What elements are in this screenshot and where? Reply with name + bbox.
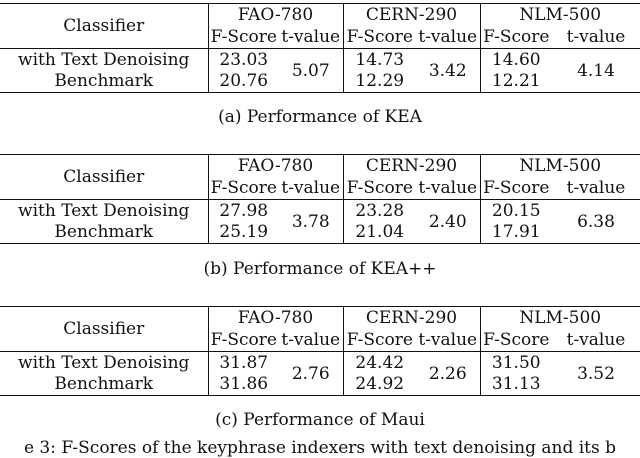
row-label: Benchmark bbox=[0, 71, 208, 93]
table-caption: (a) Performance of KEA bbox=[218, 107, 422, 127]
fscore-cell: 20.76 bbox=[219, 71, 269, 92]
dataset-header-fao: FAO-780 bbox=[208, 4, 343, 26]
row-label: with Text Denoising bbox=[0, 200, 208, 222]
fscore-cell: 27.98 bbox=[219, 200, 269, 221]
tvalue-header: t-value bbox=[279, 177, 343, 200]
table-caption: (b) Performance of KEA++ bbox=[203, 259, 437, 279]
fscore-header: F-Score bbox=[483, 329, 550, 350]
tvalue-header: t-value bbox=[416, 26, 480, 49]
dataset-header-nlm: NLM-500 bbox=[519, 307, 602, 328]
dataset-header-cern: CERN-290 bbox=[343, 4, 480, 26]
dataset-header-nlm: NLM-500 bbox=[519, 4, 602, 25]
classifier-header: Classifier bbox=[0, 4, 208, 49]
tvalue-cell: 4.14 bbox=[577, 60, 615, 81]
tvalue-cell: 2.40 bbox=[416, 200, 480, 244]
fscore-header: F-Score bbox=[483, 26, 550, 47]
tvalue-header: t-value bbox=[279, 329, 343, 352]
dataset-header-fao: FAO-780 bbox=[208, 155, 343, 177]
dataset-header-cern: CERN-290 bbox=[343, 155, 480, 177]
tvalue-cell: 5.07 bbox=[279, 49, 343, 93]
fscore-cell: 21.04 bbox=[355, 222, 405, 243]
table-kea-plus bbox=[0, 154, 640, 244]
row-label: with Text Denoising bbox=[0, 49, 208, 71]
fscore-header: F-Score bbox=[346, 329, 413, 350]
tvalue-header: t-value bbox=[279, 26, 343, 49]
fscore-cell: 31.87 bbox=[219, 352, 269, 373]
row-label: Benchmark bbox=[0, 374, 208, 396]
fscore-cell: 31.50 bbox=[491, 352, 541, 373]
fscore-cell: 31.86 bbox=[219, 374, 269, 395]
tvalue-cell: 2.26 bbox=[416, 352, 480, 396]
tvalue-header: t-value bbox=[416, 329, 480, 352]
tvalue-header: t-value bbox=[416, 177, 480, 200]
fscore-cell: 12.21 bbox=[491, 71, 541, 92]
table-maui bbox=[0, 306, 640, 396]
fscore-cell: 17.91 bbox=[491, 222, 541, 243]
tvalue-cell: 2.76 bbox=[279, 352, 343, 396]
fscore-cell: 23.03 bbox=[219, 49, 269, 70]
fscore-cell: 14.73 bbox=[355, 49, 405, 70]
fscore-header: F-Score bbox=[210, 329, 277, 350]
tvalue-cell: 3.42 bbox=[416, 49, 480, 93]
fscore-header: F-Score bbox=[346, 26, 413, 47]
row-label: with Text Denoising bbox=[0, 352, 208, 374]
classifier-header: Classifier bbox=[0, 307, 208, 352]
dataset-header-fao: FAO-780 bbox=[208, 307, 343, 329]
fscore-cell: 20.15 bbox=[491, 200, 541, 221]
tvalue-cell: 6.38 bbox=[577, 211, 615, 232]
figure-caption: e 3: F-Scores of the keyphrase indexers with text denoising and its b bbox=[23, 438, 617, 458]
fscore-header: F-Score bbox=[210, 177, 277, 198]
tvalue-header: t-value bbox=[566, 329, 626, 350]
fscore-cell: 24.42 bbox=[355, 352, 405, 373]
fscore-header: F-Score bbox=[346, 177, 413, 198]
fscore-cell: 12.29 bbox=[355, 71, 405, 92]
table-caption: (c) Performance of Maui bbox=[215, 410, 425, 430]
row-label: Benchmark bbox=[0, 222, 208, 244]
tvalue-header: t-value bbox=[566, 177, 626, 198]
dataset-header-nlm: NLM-500 bbox=[519, 155, 602, 176]
dataset-header-cern: CERN-290 bbox=[343, 307, 480, 329]
fscore-header: F-Score bbox=[483, 177, 550, 198]
fscore-cell: 24.92 bbox=[355, 374, 405, 395]
fscore-cell: 31.13 bbox=[491, 374, 541, 395]
fscore-cell: 25.19 bbox=[219, 222, 269, 243]
table-kea bbox=[0, 3, 640, 93]
classifier-header: Classifier bbox=[0, 155, 208, 200]
tvalue-cell: 3.52 bbox=[577, 363, 615, 384]
fscore-header: F-Score bbox=[210, 26, 277, 47]
fscore-cell: 14.60 bbox=[491, 49, 541, 70]
tvalue-cell: 3.78 bbox=[279, 200, 343, 244]
fscore-cell: 23.28 bbox=[355, 200, 405, 221]
tvalue-header: t-value bbox=[566, 26, 626, 47]
